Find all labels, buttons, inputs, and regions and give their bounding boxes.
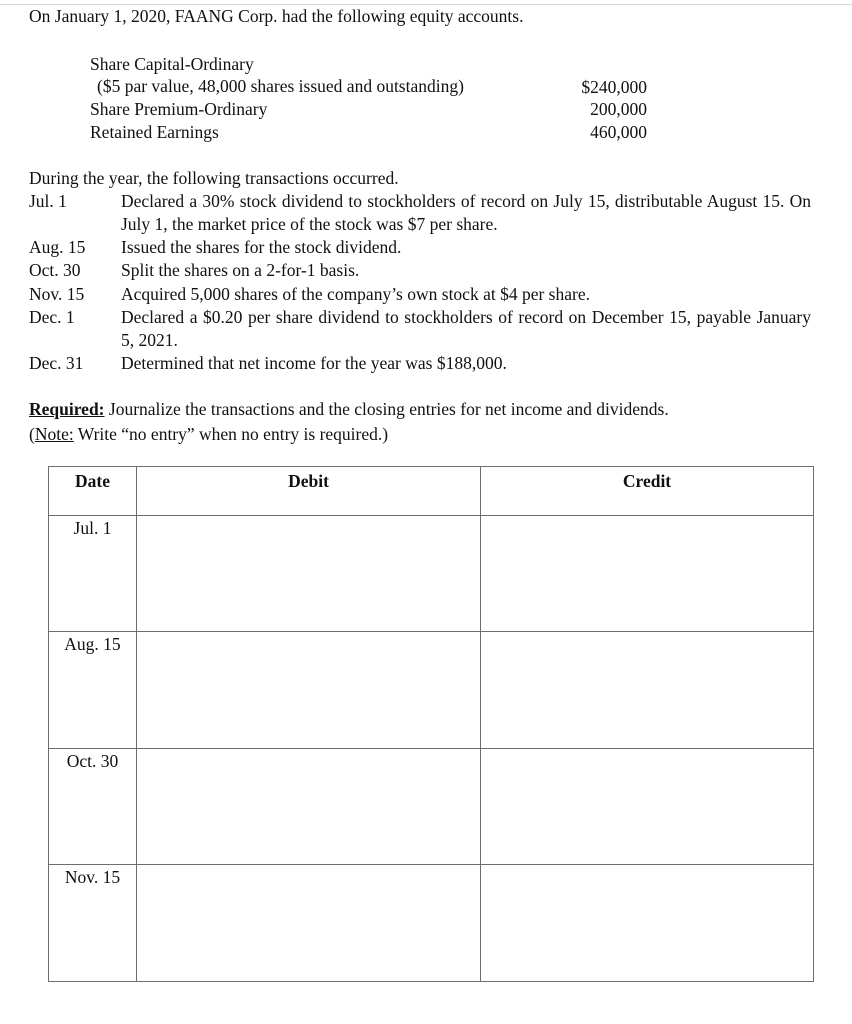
- transaction-desc: Acquired 5,000 shares of the company’s own stock at $4 per share.: [121, 284, 590, 304]
- journal-credit-cell[interactable]: [481, 865, 814, 982]
- account-share-capital: Share Capital-Ordinary: [90, 54, 254, 74]
- transaction-desc: Declared a $0.20 per share dividend to stockholders of record on December 15, payable January 5, 2021.: [121, 307, 811, 350]
- transaction-desc: Issued the shares for the stock dividend.: [121, 237, 402, 257]
- transaction-date: Aug. 15: [29, 237, 86, 257]
- transactions-intro: During the year, the following transactions occurred.: [29, 168, 399, 188]
- intro-text: On January 1, 2020, FAANG Corp. had the following equity accounts.: [29, 6, 524, 26]
- amount-share-capital: $240,000: [581, 77, 647, 97]
- header-credit: Credit: [481, 467, 814, 516]
- required-instruction: [29, 398, 669, 420]
- journal-debit-cell[interactable]: [137, 516, 481, 632]
- journal-credit-cell[interactable]: [481, 632, 814, 749]
- journal-row: [49, 516, 814, 632]
- note-instruction: [29, 423, 388, 445]
- required-text: Journalize the transactions and the closing entries for net income and dividends.: [104, 399, 669, 419]
- journal-credit-cell[interactable]: [481, 516, 814, 632]
- journal-date-cell: Aug. 15: [49, 632, 137, 749]
- amount-retained-earnings: 460,000: [590, 122, 647, 142]
- note-open: (: [29, 424, 35, 444]
- journal-row: [49, 749, 814, 865]
- journal-table: [48, 466, 814, 982]
- account-retained-earnings: Retained Earnings: [90, 122, 219, 142]
- account-share-premium: Share Premium-Ordinary: [90, 99, 268, 119]
- journal-date-cell: Nov. 15: [49, 865, 137, 982]
- transaction-date: Dec. 1: [29, 307, 75, 327]
- amount-share-premium: 200,000: [590, 99, 647, 119]
- journal-debit-cell[interactable]: [137, 865, 481, 982]
- transaction-desc: Determined that net income for the year was $188,000.: [121, 353, 507, 373]
- journal-credit-cell[interactable]: [481, 749, 814, 865]
- required-label: Required:: [29, 399, 105, 419]
- header-debit: Debit: [137, 467, 481, 516]
- transaction-date: Jul. 1: [29, 191, 67, 211]
- journal-date-cell: Oct. 30: [49, 749, 137, 865]
- header-date: Date: [49, 467, 137, 516]
- transaction-date: Oct. 30: [29, 260, 81, 280]
- transaction-date: Dec. 31: [29, 353, 84, 373]
- note-label: Note:: [34, 424, 74, 444]
- journal-header-row: [49, 467, 814, 516]
- transaction-desc: Split the shares on a 2-for-1 basis.: [121, 260, 360, 280]
- journal-row: [49, 632, 814, 749]
- journal-debit-cell[interactable]: [137, 632, 481, 749]
- note-text: Write “no entry” when no entry is required.): [73, 424, 389, 444]
- journal-date-cell: Jul. 1: [49, 516, 137, 632]
- transaction-desc: Declared a 30% stock dividend to stockholders of record on July 15, distributable August 15. On July 1, the market price of the stock was $7 per share.: [121, 191, 811, 234]
- transaction-date: Nov. 15: [29, 284, 85, 304]
- journal-row: [49, 865, 814, 982]
- account-share-capital-detail: ($5 par value, 48,000 shares issued and outstanding): [97, 76, 464, 96]
- journal-debit-cell[interactable]: [137, 749, 481, 865]
